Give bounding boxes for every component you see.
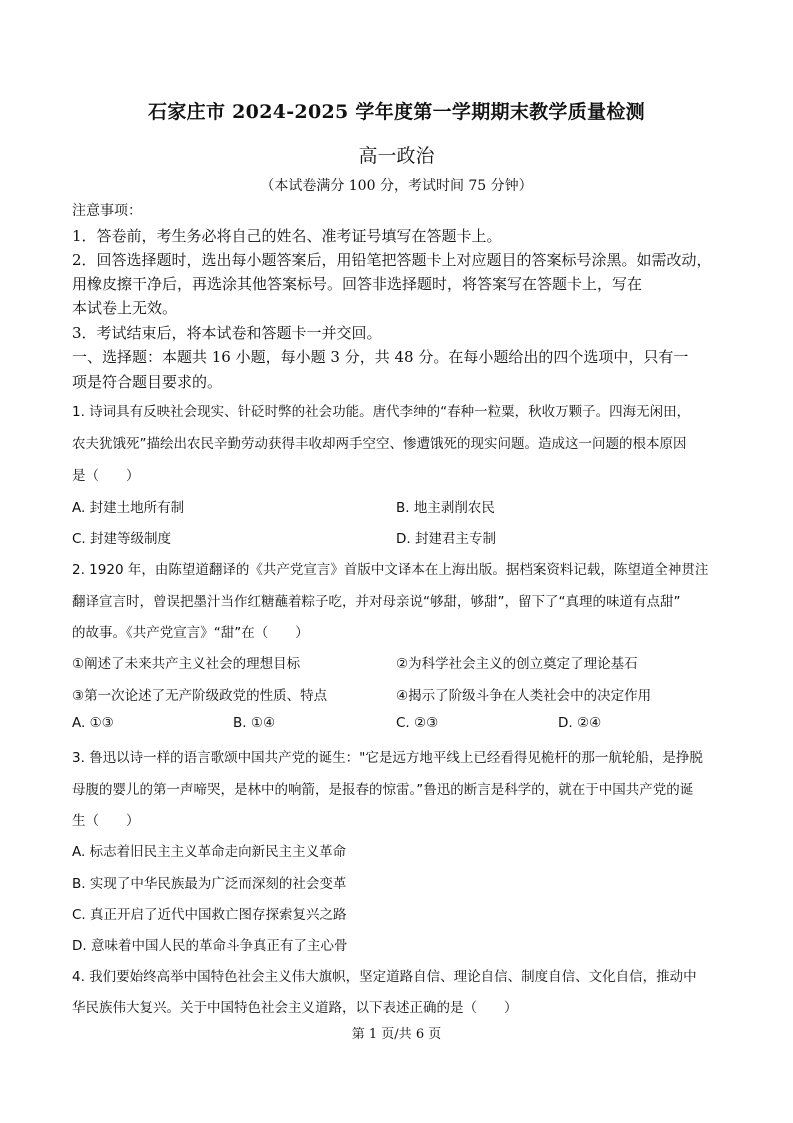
instruction-item-2-line-3: 本试卷上无效。 <box>72 299 178 317</box>
instruction-item-1: 1．答卷前，考生务必将自己的姓名、准考证号填写在答题卡上。 <box>72 227 502 245</box>
question-2-option-c: C. ②③ <box>396 715 439 731</box>
question-4-stem-line-1: 4. 我们要始终高举中国特色社会主义伟大旗帜，坚定道路自信、理论自信、制度自信、文化自信，推动中 <box>72 969 697 985</box>
question-2-stem-line-1: 2. 1920 年，由陈望道翻译的《共产党宣言》首版中文译本在上海出版。据档案资料记载，陈望道全神贯注 <box>72 562 709 578</box>
exam-subject: 高一政治 <box>358 145 435 167</box>
question-1-stem-line-3: 是（ ） <box>72 468 140 484</box>
exam-title: 石家庄市 2024-2025 学年度第一学期期末教学质量检测 <box>148 101 645 123</box>
question-2-statement-3: ③第一次论述了无产阶级政党的性质、特点 <box>72 688 328 704</box>
question-1-option-b: B. 地主剥削农民 <box>396 500 495 516</box>
question-1-option-d: D. 封建君主专制 <box>396 531 496 547</box>
page-number-footer: 第 1 页/共 6 页 <box>351 1027 442 1042</box>
question-2-option-b: B. ①④ <box>233 715 276 731</box>
question-2-statement-2: ②为科学社会主义的创立奠定了理论基石 <box>396 656 638 672</box>
question-2-stem-line-2: 翻译宣言时，曾误把墨汁当作红糖蘸着粽子吃，并对母亲说“够甜，够甜”，留下了“真理的味道有点甜” <box>72 594 681 610</box>
section-heading-line-2: 项是符合题目要求的。 <box>72 373 223 391</box>
question-3-option-a: A. 标志着旧民主主义革命走向新民主主义革命 <box>72 844 347 860</box>
question-1-stem-line-1: 1. 诗词具有反映社会现实、针砭时弊的社会功能。唐代李绅的“春种一粒粟，秋收万颗子。四海无闲田， <box>72 404 691 420</box>
question-1-stem-line-2: 农夫犹饿死”描绘出农民辛勤劳动获得丰收却两手空空、惨遭饿死的现实问题。造成这一问题的根本原因 <box>72 436 687 452</box>
instruction-item-2-line-1: 2．回答选择题时，选出每小题答案后，用铅笔把答题卡上对应题目的答案标号涂黑。如需改动， <box>72 251 712 269</box>
question-1-option-a: A. 封建土地所有制 <box>72 500 185 516</box>
instruction-item-3: 3．考试结束后，将本试卷和答题卡一并交回。 <box>72 324 382 342</box>
question-1-option-c: C. 封建等级制度 <box>72 531 172 547</box>
exam-duration-note: （本试卷满分 100 分，考试时间 75 分钟） <box>260 178 533 194</box>
question-2-statement-1: ①阐述了未来共产主义社会的理想目标 <box>72 656 301 672</box>
question-3-option-d: D. 意味着中国人民的革命斗争真正有了主心骨 <box>72 938 348 954</box>
question-2-option-a: A. ①③ <box>72 715 114 731</box>
question-3-option-c: C. 真正开启了近代中国救亡图存探索复兴之路 <box>72 907 347 923</box>
question-2-stem-line-3: 的故事。《共产党宣言》“甜”在（ ） <box>72 625 309 641</box>
question-3-option-b: B. 实现了中华民族最为广泛而深刻的社会变革 <box>72 876 347 892</box>
instructions-heading: 注意事项： <box>72 203 142 219</box>
instruction-item-2-line-2: 用橡皮擦干净后，再选涂其他答案标号。回答非选择题时，将答案写在答题卡上，写在 <box>72 275 643 293</box>
question-3-stem-line-2: 母腹的婴儿的第一声啼哭，是林中的响箭，是报春的惊雷。”鲁迅的断言是科学的，就在于中国共产党的诞 <box>72 782 694 798</box>
question-3-stem-line-1: 3. 鲁迅以诗一样的语言歌颂中国共产党的诞生："它是远方地平线上已经看得见桅杆的那一航轮船，是挣脱 <box>72 750 703 766</box>
section-heading-line-1: 一、选择题：本题共 16 小题，每小题 3 分，共 48 分。在每小题给出的四个选项中，只有一 <box>72 348 689 366</box>
question-2-option-d: D. ②④ <box>558 715 602 731</box>
question-2-statement-4: ④揭示了阶级斗争在人类社会中的决定作用 <box>396 688 652 704</box>
question-4-stem-line-2: 华民族伟大复兴。关于中国特色社会主义道路，以下表述正确的是（ ） <box>72 1000 518 1016</box>
question-3-stem-line-3: 生（ ） <box>72 813 140 829</box>
